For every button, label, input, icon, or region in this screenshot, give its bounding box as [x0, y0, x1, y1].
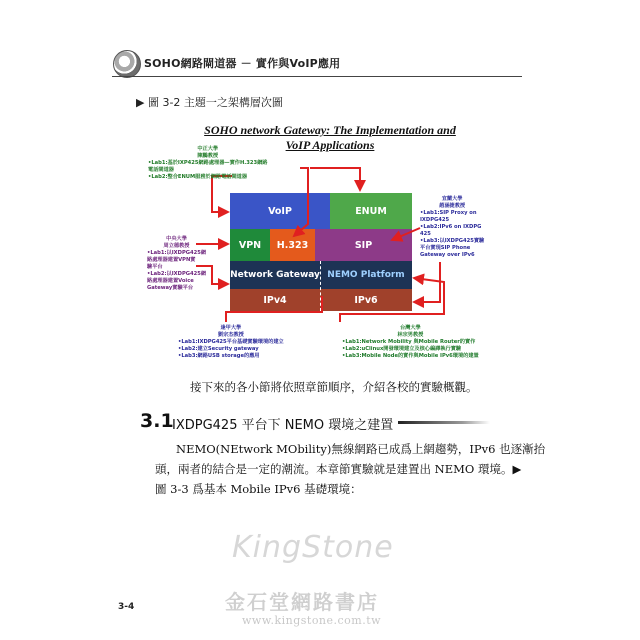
paragraph-line-3: 圖 3-3 爲基本 Mobile IPv6 基礎環境：: [155, 482, 362, 496]
watermark-brand-en: KingStone: [232, 530, 394, 565]
block-network-gateway: [230, 261, 320, 289]
arrow-top-to-enum: [310, 168, 360, 190]
note-top-line: 陳鵬教授: [197, 153, 219, 159]
block-vpn-label: VPN: [238, 239, 262, 251]
note-bottom-left-line: 劉宗杰教授: [217, 332, 244, 338]
block-sip-label: SIP: [354, 239, 373, 251]
note-bottom-left-line: •Lab1:IXDPG425平台基礎實驗環境的建立: [178, 339, 284, 345]
note-bottom-left-line: •Lab3:網路USB storage的應用: [178, 353, 260, 359]
note-bottom-right-line: •Lab3:Mobile Node的實作與Mobile IPv6環境的建置: [342, 353, 479, 359]
block-nemo-platform-label: NEMO Platform: [327, 270, 405, 280]
block-vpn: [230, 229, 270, 261]
block-voip: [230, 193, 330, 229]
note-left-line: •Lab2:以IXDPG425網: [147, 271, 207, 277]
note-top-line: •Lab1:基於IXP425網路處理器—實作H.323網路: [148, 160, 268, 166]
arrow-right-to-ipv6: [414, 262, 440, 302]
note-bottom-right-line: •Lab1:Network Mobility 與Mobile Router的實作: [342, 339, 476, 345]
note-right-line: IXDPG425: [420, 217, 450, 223]
note-right-line: 平台實現SIP Phone: [420, 245, 471, 251]
note-bottom-right-line: •Lab2:uClinux開發環境建立及核心編譯執行實驗: [342, 346, 462, 352]
block-voip-label: VoIP: [268, 205, 292, 217]
note-left-line: •Lab1:以IXDPG425網: [147, 250, 207, 256]
paragraph-line-1: NEMO(NEtwork MObility)無線網路已成爲上網趨勢，IPv6 也逐漸抬: [176, 442, 546, 456]
watermark-url: www.kingstone.com.tw: [242, 614, 382, 627]
note-right-line: Gateway over IPv6: [420, 252, 475, 258]
note-left: [147, 236, 206, 292]
note-right-line: 宜蘭大學: [441, 196, 463, 202]
block-network-gateway-label: Network Gateway: [230, 270, 320, 280]
note-bottom-right-line: 台灣大學: [399, 325, 421, 331]
note-right-line: 趙涵捷教授: [439, 203, 466, 209]
block-ipv4: [230, 289, 320, 311]
note-right-line: •Lab1:SIP Proxy on: [420, 210, 477, 216]
note-left-line: 中央大學: [166, 236, 187, 242]
section-title: IXDPG425 平台下 NEMO 環境之建置: [172, 418, 394, 433]
block-enum: [330, 193, 412, 229]
running-header-title: SOHO網路閘道器 － 實作與VoIP應用: [144, 57, 341, 70]
block-h323: [270, 229, 315, 261]
note-left-line: 驗平台: [147, 264, 163, 270]
note-top: [148, 146, 267, 181]
paragraph-line-2: 頭，兩者的結合是一定的潮流。本章節實驗就是建置出 NEMO 環境。▶: [155, 462, 522, 476]
note-top-line: 中正大學: [197, 146, 219, 152]
watermark-brand-zh: 金石堂網路書店: [225, 590, 379, 614]
section-number: 3.1: [140, 410, 174, 432]
intro-paragraph: 接下來的各小節將依照章節順序，介紹各校的實驗概觀。: [190, 380, 478, 394]
figure-title-line-1: SOHO network Gateway: The Implementation and: [204, 123, 456, 137]
note-left-line: 路處理器建置Voice: [147, 278, 194, 284]
book-logo-icon: [113, 50, 141, 78]
block-ipv4-label: IPv4: [263, 294, 287, 306]
header-rule: [112, 76, 522, 77]
arrow-top-to-voip: [212, 176, 232, 212]
block-nemo-platform: [320, 261, 412, 289]
note-bottom-right-line: 林宗男教授: [397, 332, 424, 338]
figure-title-line-2: VoIP Applications: [285, 138, 375, 152]
note-bottom-right: [342, 325, 479, 360]
note-right-line: •Lab3:以IXDPG425實驗: [420, 238, 485, 244]
note-right: [420, 196, 484, 259]
note-top-line: 電話閘道器: [148, 167, 174, 173]
block-enum-label: ENUM: [355, 205, 387, 217]
note-left-line: 路處理器建置VPN實: [147, 257, 196, 263]
block-sip: [315, 229, 412, 261]
block-ipv6-label: IPv6: [354, 294, 378, 306]
block-ipv6: [320, 289, 412, 311]
block-h323-label: H.323: [276, 239, 309, 251]
section-title-bar: [398, 421, 490, 424]
note-left-line: 周立德教授: [163, 243, 190, 249]
note-left-line: Gateway實驗平台: [147, 285, 194, 291]
figure-caption: ▶ 圖 3-2 主題一之架構層次圖: [136, 96, 283, 109]
layer-divider: [320, 261, 321, 311]
note-right-line: •Lab2:IPv6 on IXDPG: [420, 224, 482, 230]
note-bottom-left-line: •Lab2:建立Security gateway: [178, 346, 259, 352]
note-right-line: 425: [420, 231, 431, 237]
note-top-line: •Lab2:整合ENUM服務於網路電話閘道器: [148, 174, 248, 180]
page-number: 3-4: [118, 602, 135, 612]
note-bottom-left: [178, 325, 284, 360]
note-bottom-left-line: 逢甲大學: [220, 325, 242, 331]
